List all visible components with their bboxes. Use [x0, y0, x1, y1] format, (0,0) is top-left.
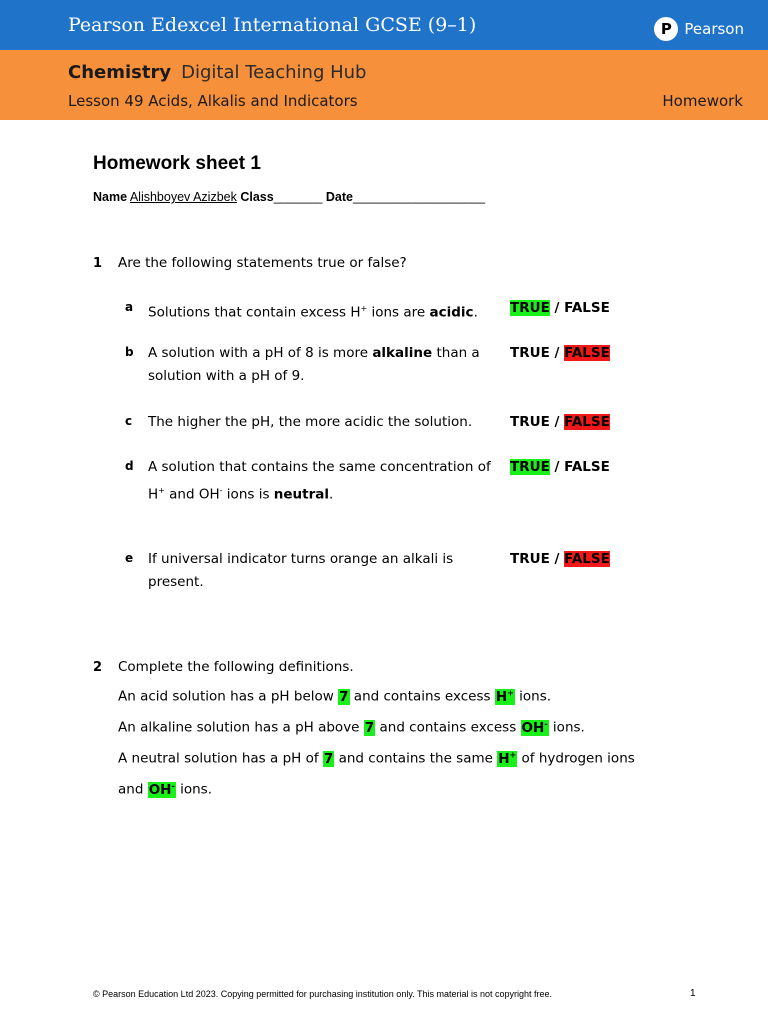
date-label: Date [325, 190, 353, 204]
true-false-choice: TRUE / FALSE [510, 345, 610, 361]
item-statement: The higher the pH, the more acidic the solution. [148, 414, 473, 430]
homework-label: Homework [662, 92, 743, 110]
class-blank: _______ [273, 190, 323, 204]
lesson-title: Lesson 49 Acids, Alkalis and Indicators [68, 92, 358, 110]
sheet-title: Homework sheet 1 [93, 153, 261, 174]
name-label: Name [93, 190, 128, 204]
item-letter: c [125, 414, 133, 428]
false-option: FALSE [564, 551, 610, 567]
answer-highlight: OH- [148, 781, 175, 798]
definition-neutral-continued: and OH- ions. [118, 781, 212, 798]
subject-line [68, 62, 366, 83]
brand-name: Pearson [684, 20, 744, 38]
answer-highlight: 7 [339, 688, 349, 705]
copyright-notice: © Pearson Education Ltd 2023. Copying permitted for purchasing institution only. This material is not copyright free. [93, 989, 553, 999]
header-bar [0, 0, 768, 50]
item-letter: a [125, 300, 134, 314]
answer-highlight: 7 [323, 750, 334, 767]
false-option: FALSE [564, 300, 610, 316]
subject-name: Chemistry [68, 62, 172, 83]
item-letter: e [125, 551, 134, 565]
pearson-brand [654, 15, 744, 43]
answer-highlight: H+ [498, 750, 517, 767]
false-option: FALSE [564, 459, 610, 475]
false-option: FALSE [564, 414, 610, 430]
true-option: TRUE [510, 551, 550, 567]
question-2-number: 2 [93, 660, 103, 675]
true-false-choice: TRUE / FALSE [510, 459, 610, 475]
item-letter: d [125, 459, 134, 473]
subject-bar [0, 50, 768, 120]
qualification-title: Pearson Edexcel International GCSE (9–1) [68, 14, 477, 36]
true-option: TRUE [510, 345, 550, 361]
true-false-choice: TRUE / FALSE [510, 414, 610, 430]
name-class-date-line [93, 190, 485, 204]
true-option: TRUE [510, 414, 550, 430]
true-option: TRUE [510, 300, 550, 316]
answer-highlight: 7 [364, 719, 375, 736]
pearson-logo-icon: P [654, 17, 678, 41]
item-statement: A solution with a pH of 8 is more alkaline than a solution with a pH of 9. [148, 345, 480, 384]
item-statement: Solutions that contain excess H+ ions are acidic. [148, 304, 478, 321]
answer-highlight: OH- [521, 719, 548, 736]
definition-alkaline: An alkaline solution has a pH above 7 and contains excess OH- ions. [118, 719, 585, 736]
student-name: Alishboyev Azizbek [129, 190, 237, 204]
question-2-prompt: Complete the following definitions. [118, 659, 354, 675]
definition-acid: An acid solution has a pH below 7 and contains excess H+ ions. [118, 688, 552, 705]
question-1-number: 1 [93, 256, 103, 271]
item-letter: b [125, 345, 134, 359]
date-blank: ___________________ [352, 190, 486, 204]
page-number: 1 [690, 988, 696, 999]
true-false-choice: TRUE / FALSE [510, 300, 610, 316]
true-option: TRUE [510, 459, 550, 475]
hub-name: Digital Teaching Hub [181, 62, 367, 83]
answer-highlight: H+ [495, 688, 514, 705]
item-statement: A solution that contains the same concentration of H+ and OH- ions is neutral. [148, 459, 491, 503]
definition-neutral: A neutral solution has a pH of 7 and contains the same H+ of hydrogen ions [118, 750, 635, 767]
true-false-choice: TRUE / FALSE [510, 551, 610, 567]
item-statement: If universal indicator turns orange an alkali is present. [148, 551, 454, 590]
question-1-prompt: Are the following statements true or false? [118, 255, 407, 271]
class-label: Class [240, 190, 274, 204]
false-option: FALSE [564, 345, 610, 361]
